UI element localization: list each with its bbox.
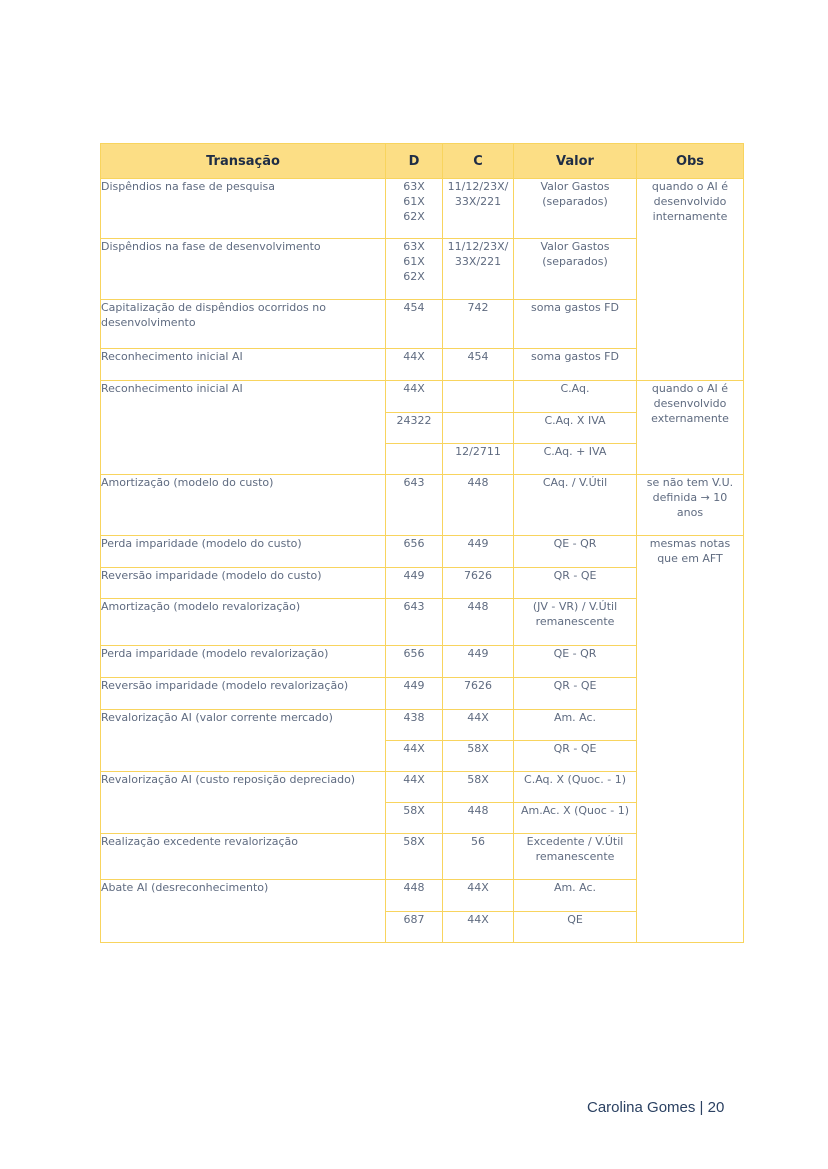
transactions-table [100,143,744,943]
transacao-cell: Revalorização AI (valor corrente mercado) [101,710,386,772]
transacao-cell: Reversão imparidade (modelo do custo) [101,568,386,599]
c-cell: 44X [443,880,514,912]
d-cell: 656 [386,536,443,568]
header-c: C [443,144,514,179]
transacao-cell: Amortização (modelo do custo) [101,475,386,536]
d-cell: 438 [386,710,443,741]
valor-cell: QR - QE [514,568,637,599]
valor-cell: (JV - VR) / V.Útil remanescente [514,599,637,646]
d-cell: 643 [386,475,443,536]
c-cell: 448 [443,803,514,834]
transacao-cell: Revalorização AI (custo reposição depreciado) [101,772,386,834]
c-cell: 7626 [443,678,514,710]
obs-cell: se não tem V.U. definida → 10 anos [637,475,744,536]
c-cell: 449 [443,536,514,568]
valor-cell: Am. Ac. [514,880,637,912]
c-cell [443,381,514,413]
d-cell: 58X [386,834,443,880]
valor-cell: C.Aq. [514,381,637,413]
transacao-cell: Realização excedente revalorização [101,834,386,880]
c-cell: 448 [443,475,514,536]
valor-cell: C.Aq. + IVA [514,444,637,475]
c-cell: 12/2711 [443,444,514,475]
d-cell: 44X [386,741,443,772]
d-cell: 454 [386,300,443,349]
c-cell: 7626 [443,568,514,599]
page-footer: Carolina Gomes | 20 [587,1099,725,1116]
c-cell: 742 [443,300,514,349]
header-valor: Valor [514,144,637,179]
d-cell: 449 [386,568,443,599]
valor-cell: Valor Gastos (separados) [514,179,637,239]
c-cell [443,413,514,444]
valor-cell: QE - QR [514,646,637,678]
d-cell: 448 [386,880,443,912]
c-cell: 58X [443,772,514,803]
header-transacao: Transação [101,144,386,179]
valor-cell: Excedente / V.Útil remanescente [514,834,637,880]
c-cell: 449 [443,646,514,678]
valor-cell: QR - QE [514,741,637,772]
transacao-cell: Dispêndios na fase de desenvolvimento [101,239,386,300]
c-cell: 56 [443,834,514,880]
d-cell: 449 [386,678,443,710]
c-cell: 44X [443,710,514,741]
d-cell: 63X 61X 62X [386,179,443,239]
valor-cell: QE - QR [514,536,637,568]
obs-cell: quando o AI é desenvolvido internamente [637,179,744,381]
d-cell: 63X 61X 62X [386,239,443,300]
transacao-cell: Capitalização de dispêndios ocorridos no desenvolvimento [101,300,386,349]
c-cell: 44X [443,912,514,943]
obs-cell: quando o AI é desenvolvido externamente [637,381,744,475]
d-cell: 24322 [386,413,443,444]
table-row [101,381,744,413]
table-header-row [101,144,744,179]
valor-cell: Am. Ac. [514,710,637,741]
d-cell: 44X [386,381,443,413]
valor-cell: C.Aq. X IVA [514,413,637,444]
c-cell: 11/12/23X/ 33X/221 [443,179,514,239]
d-cell: 687 [386,912,443,943]
transacao-cell: Reconhecimento inicial AI [101,381,386,475]
c-cell: 454 [443,349,514,381]
d-cell: 656 [386,646,443,678]
header-d: D [386,144,443,179]
d-cell: 643 [386,599,443,646]
valor-cell: CAq. / V.Útil [514,475,637,536]
transacao-cell: Dispêndios na fase de pesquisa [101,179,386,239]
transacao-cell: Amortização (modelo revalorização) [101,599,386,646]
valor-cell: QR - QE [514,678,637,710]
valor-cell: soma gastos FD [514,300,637,349]
transacao-cell: Reconhecimento inicial AI [101,349,386,381]
table-row [101,475,744,536]
table-row [101,179,744,239]
transacao-cell: Perda imparidade (modelo revalorização) [101,646,386,678]
d-cell: 44X [386,349,443,381]
valor-cell: QE [514,912,637,943]
c-cell: 58X [443,741,514,772]
valor-cell: C.Aq. X (Quoc. - 1) [514,772,637,803]
d-cell: 44X [386,772,443,803]
obs-cell: mesmas notas que em AFT [637,536,744,943]
c-cell: 11/12/23X/ 33X/221 [443,239,514,300]
header-obs: Obs [637,144,744,179]
valor-cell: soma gastos FD [514,349,637,381]
transacao-cell: Perda imparidade (modelo do custo) [101,536,386,568]
table-row [101,536,744,568]
transacao-cell: Abate AI (desreconhecimento) [101,880,386,943]
d-cell: 58X [386,803,443,834]
valor-cell: Valor Gastos (separados) [514,239,637,300]
transacao-cell: Reversão imparidade (modelo revalorização) [101,678,386,710]
c-cell: 448 [443,599,514,646]
valor-cell: Am.Ac. X (Quoc - 1) [514,803,637,834]
d-cell [386,444,443,475]
